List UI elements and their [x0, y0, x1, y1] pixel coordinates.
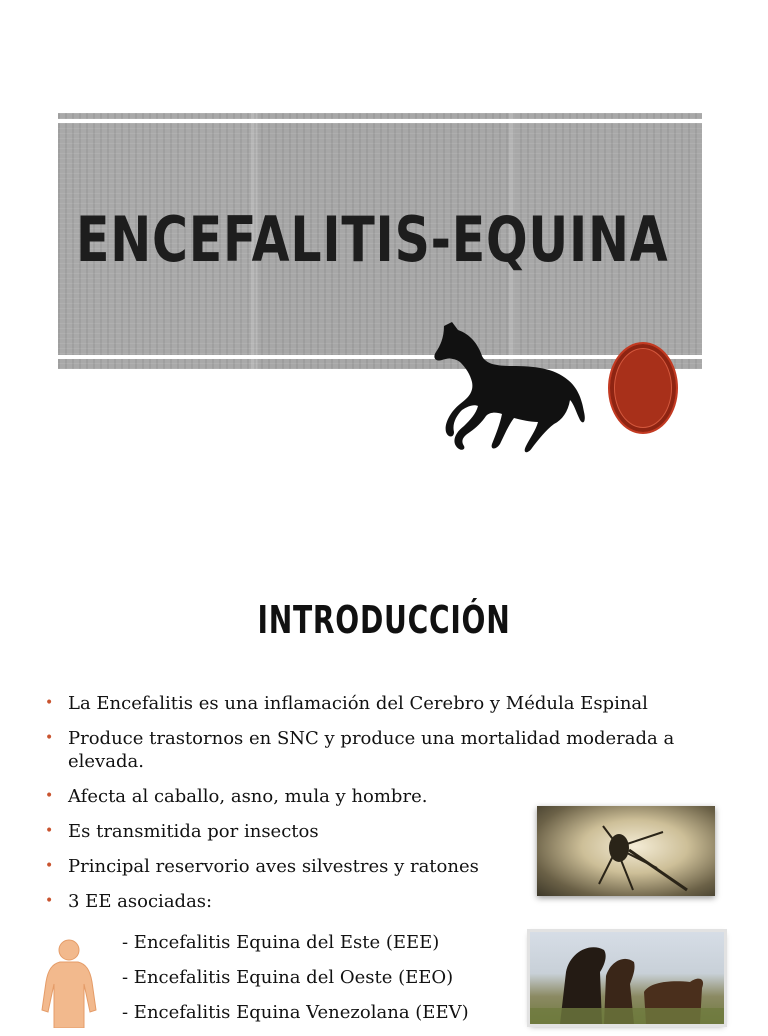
- band-top-stripe: [58, 119, 702, 123]
- sub-item: - Encefalitis Equina del Oeste (EEO): [122, 967, 454, 988]
- mosquito-icon: [537, 806, 715, 896]
- sub-list: [122, 931, 469, 1036]
- slide-title: ENCEFALITIS-EQUINA: [76, 203, 669, 276]
- sub-item: - Encefalitis Equina del Este (EEE): [122, 932, 440, 953]
- horses-icon: [530, 932, 724, 1024]
- bullet-item: • Principal reservorio aves silvestres y ratones: [45, 855, 528, 878]
- sub-item: - Encefalitis Equina Venezolana (EEV): [122, 1002, 469, 1023]
- bullet-item: • La Encefalitis es una inflamación del Cerebro y Médula Espinal: [45, 692, 735, 715]
- section-heading: INTRODUCCIÓN: [257, 598, 511, 642]
- mosquito-photo: [537, 806, 715, 896]
- bullet-item: • Afecta al caballo, asno, mula y hombre.: [45, 785, 528, 808]
- human-body-icon: [40, 938, 98, 1028]
- decorative-badge: [608, 342, 678, 434]
- bullet-item: • 3 EE asociadas:: [45, 890, 528, 913]
- bullet-item: • Es transmitida por insectos: [45, 820, 528, 843]
- band-bottom-stripe: [58, 355, 702, 359]
- horses-photo: [530, 932, 724, 1024]
- bullet-item: • Produce trastornos en SNC y produce una mortalidad moderada a elevada.: [45, 727, 735, 773]
- horse-silhouette-icon: [430, 320, 590, 460]
